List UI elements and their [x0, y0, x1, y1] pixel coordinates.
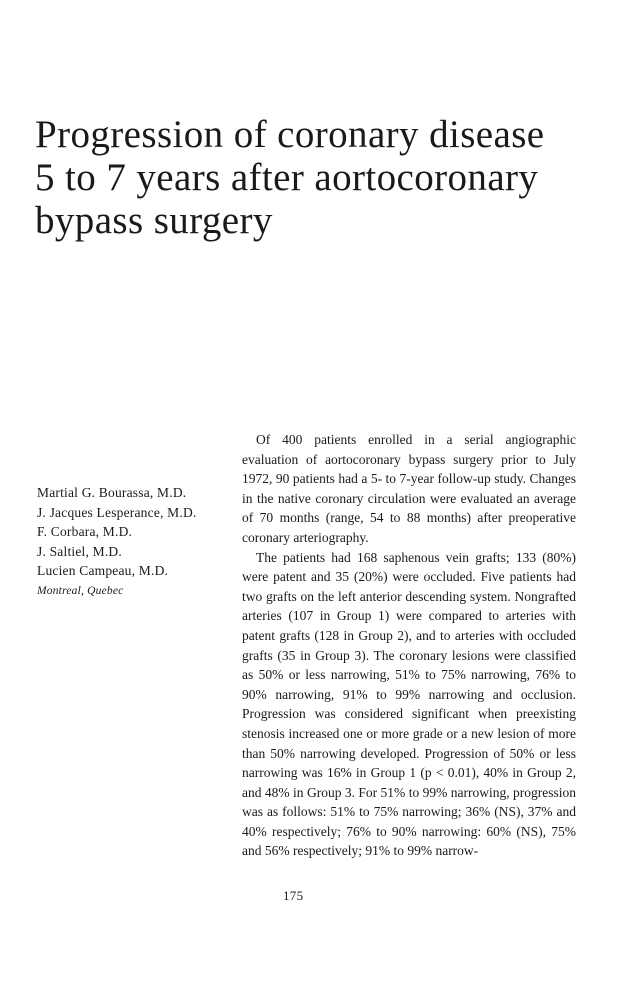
title-line-3: bypass surgery [35, 199, 273, 242]
author-5: Lucien Campeau, M.D. [37, 563, 169, 578]
page-number: 175 [283, 888, 304, 903]
author-4: J. Saltiel, M.D. [37, 543, 122, 559]
abstract [242, 430, 576, 861]
author-3: F. Corbara, M.D. [37, 524, 133, 539]
title-line-1: Progression of coronary disease [35, 113, 545, 156]
author-list [37, 483, 237, 600]
author-2: J. Jacques Lesperance, M.D. [37, 504, 197, 520]
abstract-paragraph-1: Of 400 patients enrolled in a serial angiographic evaluation of aortocoronary bypass surgery prior to July 1972, 90 patients had a 5- to 7-year follow-up study. Changes in the native coronary circulation were evaluated an average of 70 months (range, 54 to 88 months) after preoperative coronary arteriography. [242, 432, 576, 545]
author-1: Martial G. Bourassa, M.D. [37, 485, 187, 500]
article-title [35, 113, 595, 242]
affiliation: Montreal, Quebec [37, 584, 124, 597]
title-line-2: 5 to 7 years after aortocoronary [35, 156, 539, 199]
abstract-paragraph-2: The patients had 168 saphenous vein grafts; 133 (80%) were patent and 35 (20%) were occluded. Five patients had two grafts on the left anterior descending system. Nongrafted arteries (107 in Group 1) were compared to arteries with patent grafts (128 in Group 2), and to arteries with occluded grafts (35 in Group 3). The coronary lesions were classified as 50% or less narrowing, 51% to 75% narrowing, 76% to 90% narrowing, 91% to 99% narrowing and occlusion. Progression was considered significant when preexisting stenosis increased one or more grade or a new lesion of more than 50% narrowing developed. Progression of 50% or less narrowing was 16% in Group 1 (p < 0.01), 40% in Group 2, and 48% in Group 3. For 51% to 99% narrowing, progression was as follows: 51% to 75% narrowing; 36% (NS), 37% and 40% respectively; 76% to 90% narrowing: 60% (NS), 75% and 56% respectively; 91% to 99% narrow- [242, 549, 576, 859]
